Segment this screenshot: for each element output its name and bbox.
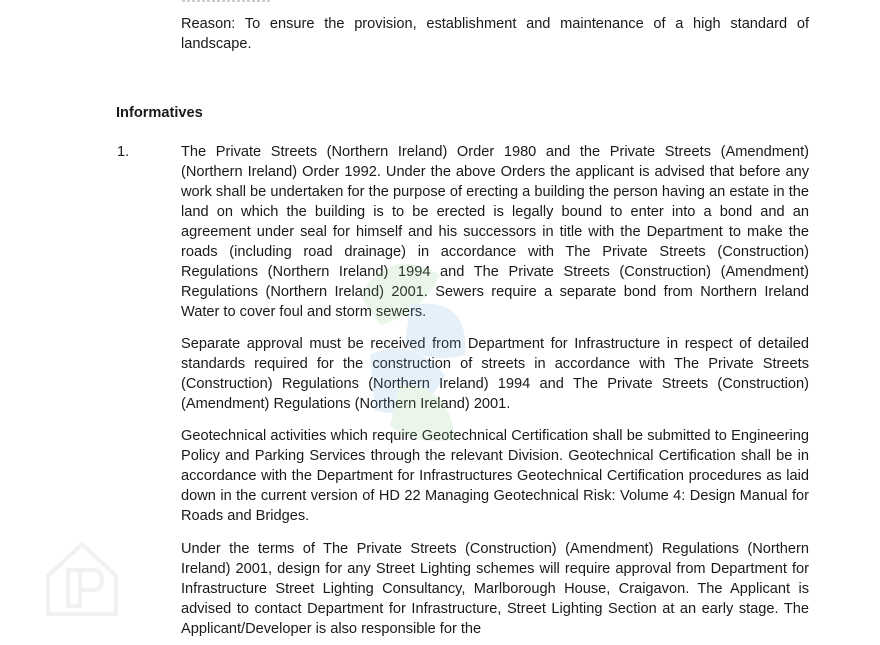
condition-reason: Reason: To ensure the provision, establishment and maintenance of a high standard of landscape. <box>181 16 809 52</box>
cut-off-text-line <box>182 0 272 2</box>
informative-paragraph-4: Under the terms of The Private Streets (Construction) (Amendment) Regulations (Northern Ireland) 2001, design for any Street Lighting schemes will require approval from Department for Infrastructure Street Lighting Consultancy, Marlborough House, Craigavon. The Applicant is advised to contact Department for Infrastructure, Street Lighting Section at an early stage. The Applicant/Developer is also responsible for the <box>181 541 809 637</box>
informative-paragraph-2: Separate approval must be received from Department for Infrastructure in respect of detailed standards required for the construction of streets in accordance with The Private Streets (Construction) Regulations (Northern Ireland) 1994 and The Private Streets (Construction) (Amendment) Regulations (Northern Ireland) 2001. <box>181 336 809 412</box>
informative-paragraph-1: The Private Streets (Northern Ireland) Order 1980 and the Private Streets (Amendment) (Northern Ireland) Order 1992. Under the above Orders the applicant is advised that before any work shall be undertaken for the purpose of erecting a building the person having an estate in the land on which the building is to be erected is legally bound to enter into a bond and an agreement under seal for himself and his successors in title with the Department to make the roads (including road drainage) in accordance with The Private Streets (Construction) Regulations (Northern Ireland) 1994 and The Private Streets (Construction) (Amendment) Regulations (Northern Ireland) 2001. Sewers require a separate bond from Northern Ireland Water to cover foul and storm sewers. <box>181 144 809 320</box>
item-number: 1. <box>117 144 130 160</box>
section-heading: Informatives <box>116 105 203 121</box>
informative-paragraph-3: Geotechnical activities which require Geotechnical Certification shall be submitted to Engineering Policy and Parking Services through the relevant Division. Geotechnical Certification shall be in accordance with the Department for Infrastructures Geotechnical Certification procedures as laid down in the current version of HD 22 Managing Geotechnical Risk: Volume 4: Design Manual for Roads and Bridges. <box>181 428 809 524</box>
property-pin-logo-icon <box>40 536 124 620</box>
